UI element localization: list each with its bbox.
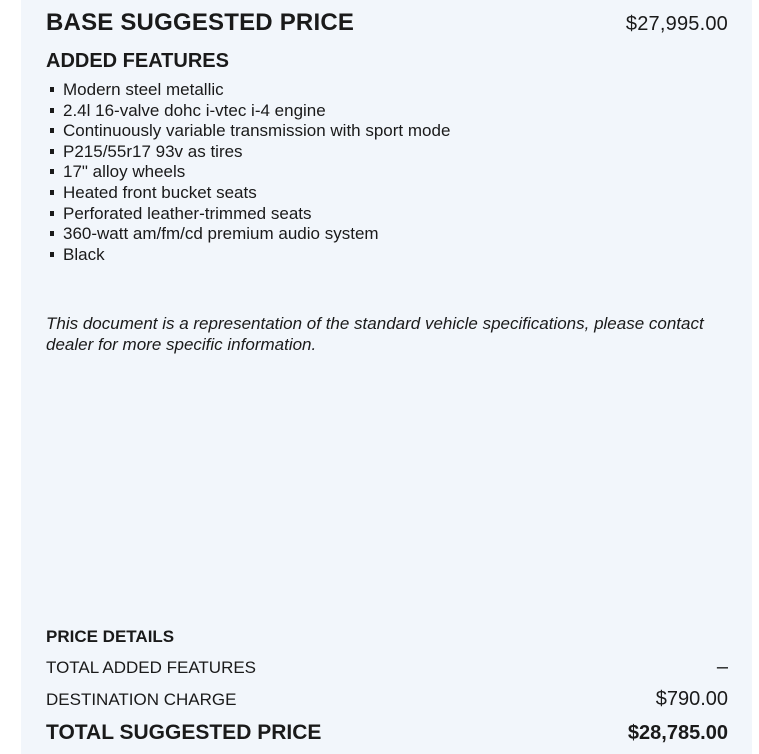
price-sheet-panel [21, 0, 752, 754]
feature-item [46, 121, 450, 142]
feature-label: Heated front bucket seats [63, 182, 257, 202]
destination-charge-value: $790.00 [655, 688, 728, 710]
bullet-icon [50, 87, 54, 92]
base-price-value: $27,995.00 [625, 13, 728, 35]
feature-label: Perforated leather-trimmed seats [63, 203, 312, 223]
feature-item [46, 183, 450, 204]
total-added-features-label: TOTAL ADDED FEATURES [46, 658, 257, 677]
bullet-icon [50, 108, 54, 113]
bullet-icon [50, 231, 54, 236]
feature-item [46, 245, 450, 266]
feature-item [46, 162, 450, 183]
feature-label: 17" alloy wheels [63, 162, 186, 182]
price-details-heading: PRICE DETAILS [46, 627, 175, 646]
feature-item [46, 101, 450, 122]
disclaimer-text: This document is a representation of the standard vehicle specifications, please contact dealer for more specific information. [46, 314, 704, 354]
added-features-list [46, 80, 450, 265]
destination-charge-row [46, 688, 728, 711]
total-suggested-price-value: $28,785.00 [627, 722, 728, 744]
bullet-icon [50, 190, 54, 195]
feature-label: Black [63, 244, 105, 264]
feature-item [46, 204, 450, 225]
base-price-title: BASE SUGGESTED PRICE [46, 9, 355, 36]
bullet-icon [50, 211, 54, 216]
destination-charge-label: DESTINATION CHARGE [46, 690, 237, 709]
feature-label: 360-watt am/fm/cd premium audio system [63, 224, 379, 244]
feature-label: Modern steel metallic [63, 80, 224, 99]
bullet-icon [50, 128, 54, 133]
total-added-features-row [46, 656, 728, 679]
bullet-icon [50, 252, 54, 257]
feature-label: Continuously variable transmission with sport mode [63, 121, 451, 141]
feature-label: 2.4l 16-valve dohc i-vtec i-4 engine [63, 100, 326, 120]
feature-item [46, 142, 450, 163]
bullet-icon [50, 149, 54, 154]
feature-item [46, 224, 450, 245]
total-suggested-price-row [46, 721, 728, 745]
feature-item [46, 80, 450, 101]
feature-label: P215/55r17 93v as tires [63, 141, 243, 161]
added-features-heading: ADDED FEATURES [46, 50, 229, 72]
total-suggested-price-label: TOTAL SUGGESTED PRICE [46, 721, 322, 744]
base-price-row [46, 9, 728, 37]
total-added-features-value: – [716, 656, 728, 678]
bullet-icon [50, 169, 54, 174]
